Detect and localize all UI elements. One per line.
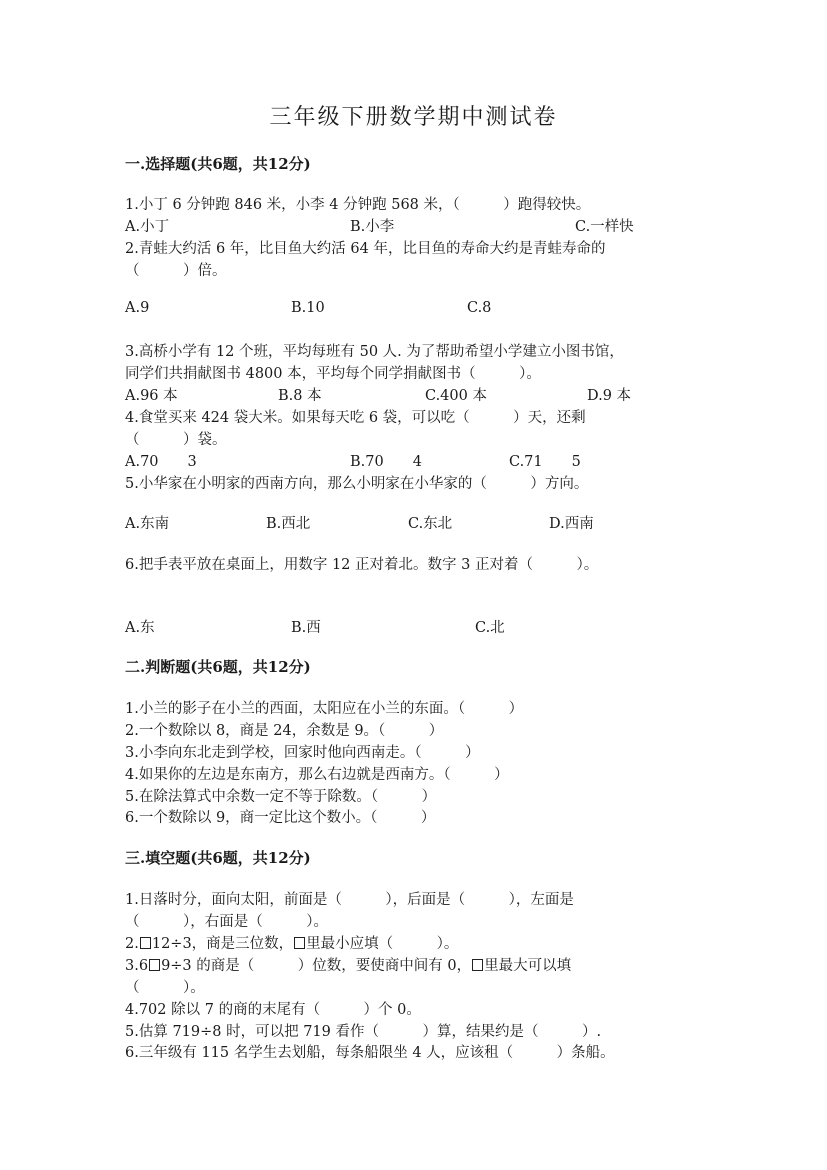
fill-item-4: 4.702 除以 7 的商的末尾有（ ）个 0。 — [125, 1002, 421, 1018]
judge-item-3: 3.小李向东北走到学校，回家时他向西南走。（ ） — [125, 745, 480, 761]
section-heading-judge: 二.判断题(共6题，共12分) — [125, 658, 311, 676]
question-6-text: 6.把手表平放在桌面上，用数字 12 正对着北。数字 3 正对着（ ）。 — [125, 557, 599, 573]
question-4-text: 4.食堂买来 424 袋大米。如果每天吃 6 袋，可以吃（ ）天，还剩 — [125, 410, 586, 426]
judge-item-2: 2.一个数除以 8，商是 24，余数是 9。（ ） — [125, 723, 444, 739]
question-6-option-c: C.北 — [475, 620, 505, 636]
question-4-option-c: C.71 5 — [509, 454, 581, 470]
fill-item-3 — [125, 954, 571, 975]
question-4-option-b: B.70 4 — [350, 454, 422, 470]
page-title: 三年级下册数学期中测试卷 — [269, 105, 558, 130]
question-3-text: 3.高桥小学有 12 个班，平均每班有 50 人. 为了帮助希望小学建立小图书馆， — [125, 344, 624, 360]
question-1-option-a: A.小丁 — [125, 219, 170, 235]
section-heading-fill: 三.填空题(共6题，共12分) — [125, 849, 311, 867]
fill-item-1: 1.日落时分，面向太阳，前面是（ ），后面是（ ），左面是 — [125, 892, 574, 908]
question-5-option-a: A.东南 — [125, 516, 170, 532]
question-3-option-a: A.96 本 — [125, 388, 178, 404]
blank-box — [472, 959, 483, 971]
question-5-text: 5.小华家在小明家的西南方向，那么小明家在小华家的（ ）方向。 — [125, 476, 589, 492]
question-3-option-d: D.9 本 — [587, 388, 632, 404]
question-2-option-b: B.10 — [291, 300, 325, 316]
fill-item-2-prefix: 2. — [125, 936, 139, 952]
blank-box — [149, 959, 160, 971]
judge-item-6: 6.一个数除以 9，商一定比这个数小。（ ） — [125, 810, 436, 826]
fill-item-1-cont: （ ），右面是（ ）。 — [125, 914, 328, 930]
fill-item-3-prefix: 3.6 — [125, 958, 149, 974]
question-5-option-b: B.西北 — [266, 516, 311, 532]
question-5-option-c: C.东北 — [408, 516, 453, 532]
question-4-text-cont: （ ）袋。 — [125, 432, 227, 448]
fill-item-2-mid: 12÷3，商是三位数， — [151, 936, 294, 952]
question-2-option-c: C.8 — [467, 300, 492, 316]
question-2-text-cont: （ ）倍。 — [125, 263, 227, 279]
fill-item-2-end: 里最小应填（ ）。 — [306, 936, 459, 952]
fill-item-2 — [125, 932, 458, 953]
blank-box — [294, 937, 305, 949]
question-4-option-a: A.70 3 — [125, 454, 197, 470]
question-1-text: 1.小丁 6 分钟跑 846 米，小李 4 分钟跑 568 米，（ ）跑得较快。 — [125, 197, 591, 213]
question-6-option-a: A.东 — [125, 620, 155, 636]
question-3-option-c: C.400 本 — [425, 388, 487, 404]
fill-item-5: 5.估算 719÷8 时，可以把 719 看作（ ）算，结果约是（ ）. — [125, 1024, 602, 1040]
judge-item-1: 1.小兰的影子在小兰的西面，太阳应在小兰的东面。（ ） — [125, 701, 524, 717]
question-5-option-d: D.西南 — [549, 516, 594, 532]
question-6-option-b: B.西 — [291, 620, 321, 636]
question-3-option-b: B.8 本 — [278, 388, 322, 404]
question-3-text-cont: 同学们共捐献图书 4800 本，平均每个同学捐献图书（ ）。 — [125, 366, 541, 382]
question-1-option-b: B.小李 — [350, 219, 395, 235]
fill-item-3-end: 里最大可以填 — [484, 958, 572, 974]
question-1-option-c: C.一样快 — [575, 219, 634, 235]
judge-item-4: 4.如果你的左边是东南方，那么右边就是西南方。（ ） — [125, 767, 509, 783]
fill-item-6: 6.三年级有 115 名学生去划船，每条船限坐 4 人，应该租（ ）条船。 — [125, 1045, 615, 1061]
fill-item-3-mid: 9÷3 的商是（ ）位数，要使商中间有 0， — [161, 958, 472, 974]
section-heading-choice: 一.选择题(共6题，共12分) — [125, 155, 311, 173]
fill-item-3-cont: （ ）。 — [125, 980, 205, 996]
question-2-text: 2.青蛙大约活 6 年，比目鱼大约活 64 年，比目鱼的寿命大约是青蛙寿命的 — [125, 241, 606, 257]
blank-box — [140, 937, 151, 949]
question-2-option-a: A.9 — [125, 300, 150, 316]
judge-item-5: 5.在除法算式中余数一定不等于除数。（ ） — [125, 789, 437, 805]
